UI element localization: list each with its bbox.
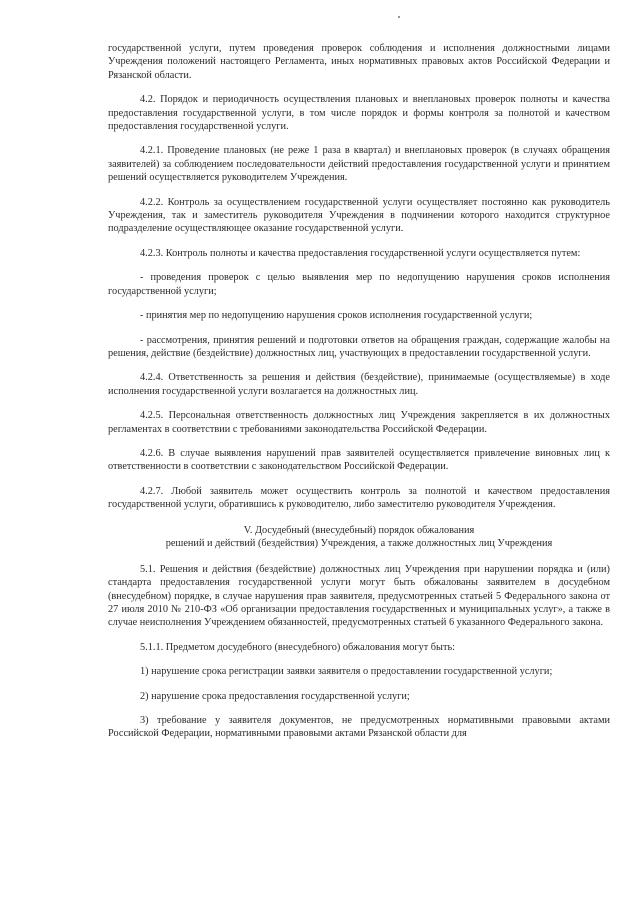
list-item-2: 2) нарушение срока предоставления государственной услуги; <box>140 690 410 702</box>
paragraph-4-2-5: 4.2.5. Персональная ответственность должностных лиц Учреждения закрепляется в их должностных регламентах в соответствии с требованиями законодательства Российской Федерации. <box>108 410 610 435</box>
paragraph-4-2-2: 4.2.2. Контроль за осуществлением государственной услуги осуществляет постоянно как руководитель Учреждения, так и заместитель руководителя Учреждения в подчинении которого находится структурное подразделение осуществляющее оказание государственной услуги. <box>108 196 610 235</box>
section-heading-line-2: решений и действий (бездействия) Учреждения, а также должностных лиц Учреждения <box>165 538 553 550</box>
list-item-1: 1) нарушение срока регистрации заявки заявителя о предоставлении государственной услуги; <box>140 666 553 678</box>
list-item-measures: - принятия мер по недопущению нарушения сроков исполнения государственной услуги; <box>140 310 533 322</box>
paragraph-4-2-4: 4.2.4. Ответственность за решения и действия (бездействие), принимаемые (осуществляемые) в ходе исполнения государственной услуги возлагается на должностных лиц. <box>108 372 610 397</box>
section-v-heading <box>108 524 610 551</box>
paragraph-4-2-6: 4.2.6. В случае выявления нарушений прав заявителей осуществляется привлечение виновных лиц к ответственности в соответствии с законодательством Российской Федерации. <box>108 447 610 473</box>
paragraph-4-2-3: 4.2.3. Контроль полноты и качества предоставления государственной услуги осуществляется путем: <box>140 247 581 259</box>
paragraph-5-1-1: 5.1.1. Предметом досудебного (внесудебного) обжалования могут быть: <box>140 641 455 653</box>
paragraph-4-2-1: 4.2.1. Проведение плановых (не реже 1 раза в квартал) и внеплановых проверок (в случаях обращения заявителей) за соблюдением последовательности действий предоставления государственной услуги и принятием решений осуществляется руководителем Учреждения. <box>108 145 610 184</box>
list-item-appeals: - рассмотрения, принятия решений и подготовки ответов на обращения граждан, содержащие жалобы на решения, действие (бездействие) должностных лиц, участвующих в предоставлении государственной услуги. <box>108 334 610 359</box>
list-item-3: 3) требование у заявителя документов, не предусмотренных нормативными правовыми актами Российской Федерации, нормативными правовыми актами Рязанской области для <box>108 715 610 740</box>
scan-speck <box>398 16 400 18</box>
list-item-checks: - проведения проверок с целью выявления мер по недопущению нарушения сроков исполнения государственной услуги; <box>108 272 610 297</box>
paragraph-continuation: государственной услуги, путем проведения проверок соблюдения и исполнения должностными лицами Учреждения положений настоящего Регламента, иных нормативных правовых актов Российской Федерации и Рязанской области. <box>108 43 610 81</box>
section-heading-line-1: V. Досудебный (внесудебный) порядок обжалования <box>243 524 475 536</box>
paragraph-4-2-7: 4.2.7. Любой заявитель может осуществить контроль за полнотой и качеством предоставления государственной услуги, обратившись к руководителю, либо заместителю руководителя Учреждения. <box>108 485 610 511</box>
paragraph-5-1: 5.1. Решения и действия (бездействие) должностных лиц Учреждения при нарушении порядка и (или) стандарта предоставления государственной услуги могут быть обжалованы заявителем в досудебном (внесудебном) порядке, в случае нарушения прав заявителя, предусмотренных статьей 5 Федерального закона от 27 июля 2010 № 210-ФЗ «Об организации предоставления государственных и муниципальных услуг», а также в случае неисполнения Учреждением обязанностей, предусмотренных статьей 6 указанного Федерального закона. <box>108 563 610 629</box>
paragraph-4-2: 4.2. Порядок и периодичность осуществления плановых и внеплановых проверок полноты и качества предоставления государственной услуги, в том числе порядок и формы контроля за полнотой и качеством предоставления государственной услуги. <box>108 94 610 133</box>
